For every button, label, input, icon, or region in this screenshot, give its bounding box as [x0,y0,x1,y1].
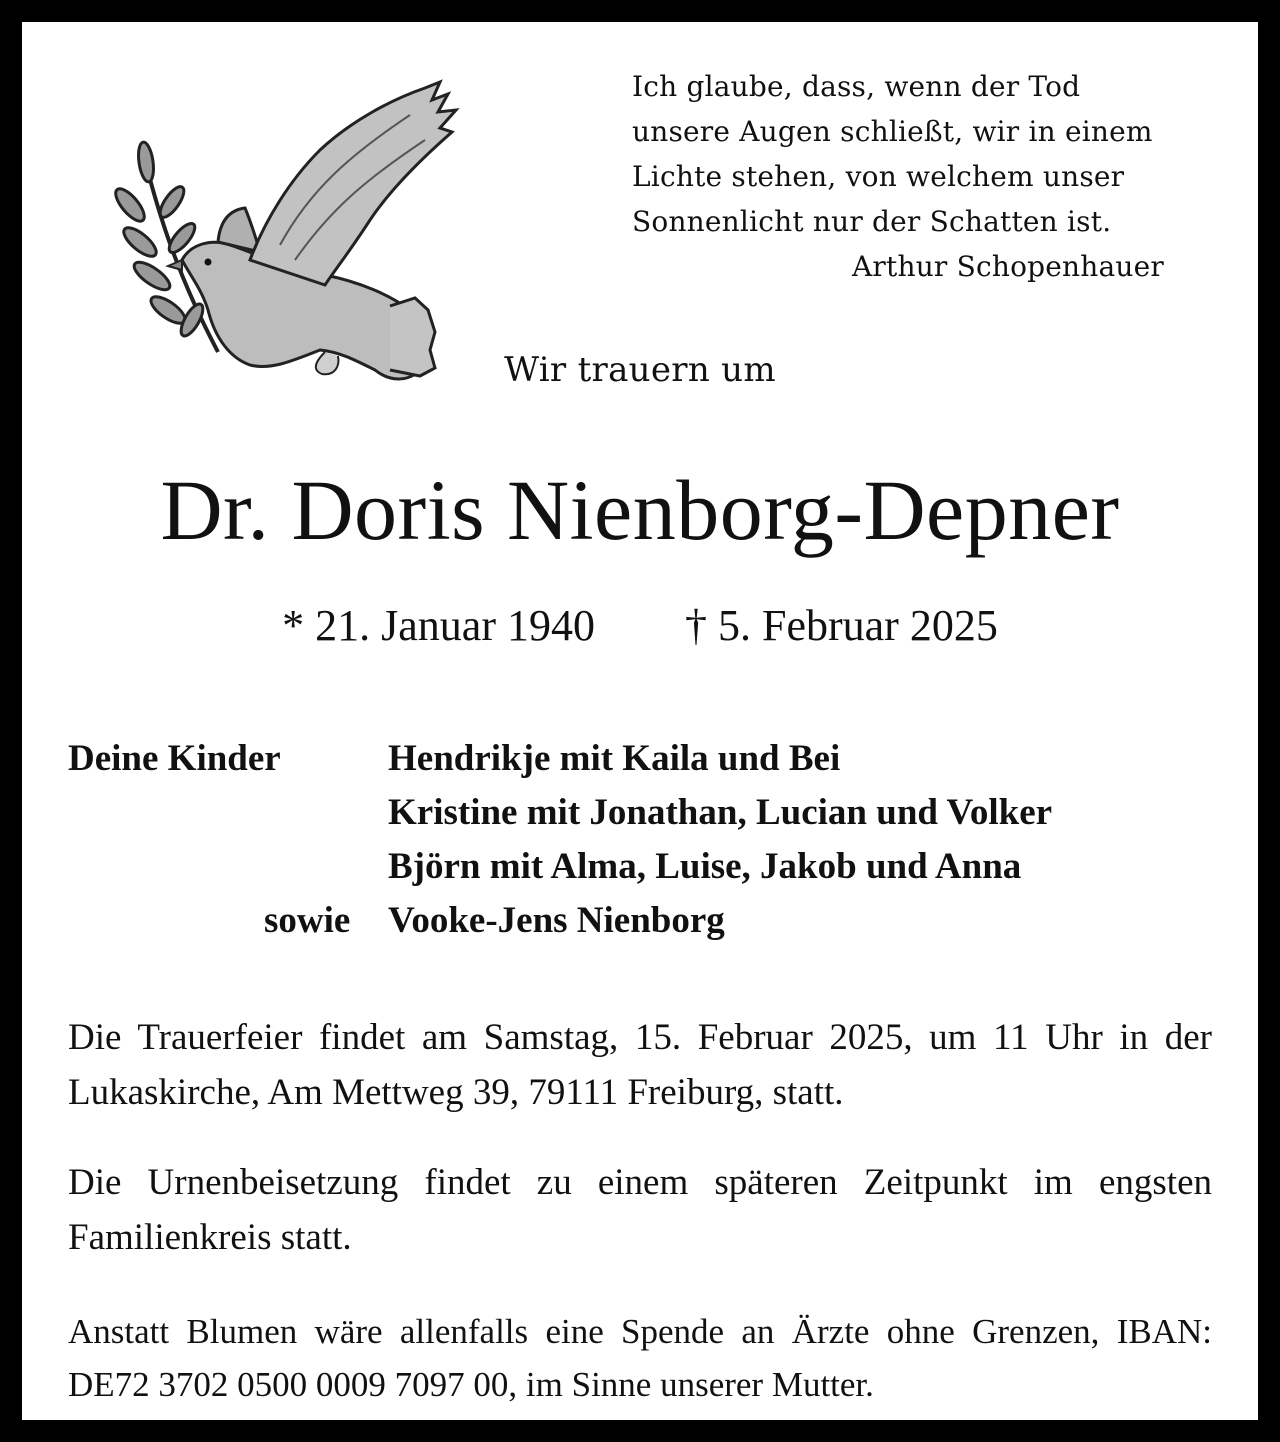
life-dates [22,600,1258,651]
also-prefix: sowie [264,900,351,941]
death-date: † 5. Februar 2025 [685,601,998,650]
deceased-name: Dr. Doris Nienborg-Depner [160,462,1120,558]
children-list [388,732,1052,948]
child-entry: Kristine mit Jonathan, Lucian und Volker [388,792,1053,833]
also-name: Vooke-Jens Nienborg [388,900,725,941]
quote-line: Ich glaube, dass, wenn der Tod [632,70,1081,103]
child-entry: Björn mit Alma, Luise, Jakob und Anna [388,846,1022,887]
obituary-notice [22,22,1258,1420]
mourning-intro: Wir trauern um [504,350,776,390]
quote-line: Sonnenlicht nur der Schatten ist. [632,205,1112,238]
quote-line: unsere Augen schließt, wir in einem [632,115,1153,148]
ceremony-info: Die Trauerfeier findet am Samstag, 15. Februar 2025, um 11 Uhr in der Lukaskirche, Am Mettweg 39, 79111 Freiburg, statt. [68,1017,1212,1113]
child-entry: Hendrikje mit Kaila und Bei [388,738,841,779]
quote [632,64,1232,289]
burial-info: Die Urnenbeisetzung findet zu einem späteren Zeitpunkt im engsten Familienkreis statt. [68,1162,1212,1258]
family-label: Deine Kinder [68,738,281,779]
donation-info: Anstatt Blumen wäre allenfalls eine Spende an Ärzte ohne Grenzen, IBAN: DE72 3702 0500 0009 7097 00, im Sinne unserer Mutter. [68,1312,1212,1404]
quote-author: Arthur Schopenhauer [852,250,1165,283]
birth-date: * 21. Januar 1940 [282,601,595,650]
quote-line: Lichte stehen, von welchem unser [632,160,1125,193]
